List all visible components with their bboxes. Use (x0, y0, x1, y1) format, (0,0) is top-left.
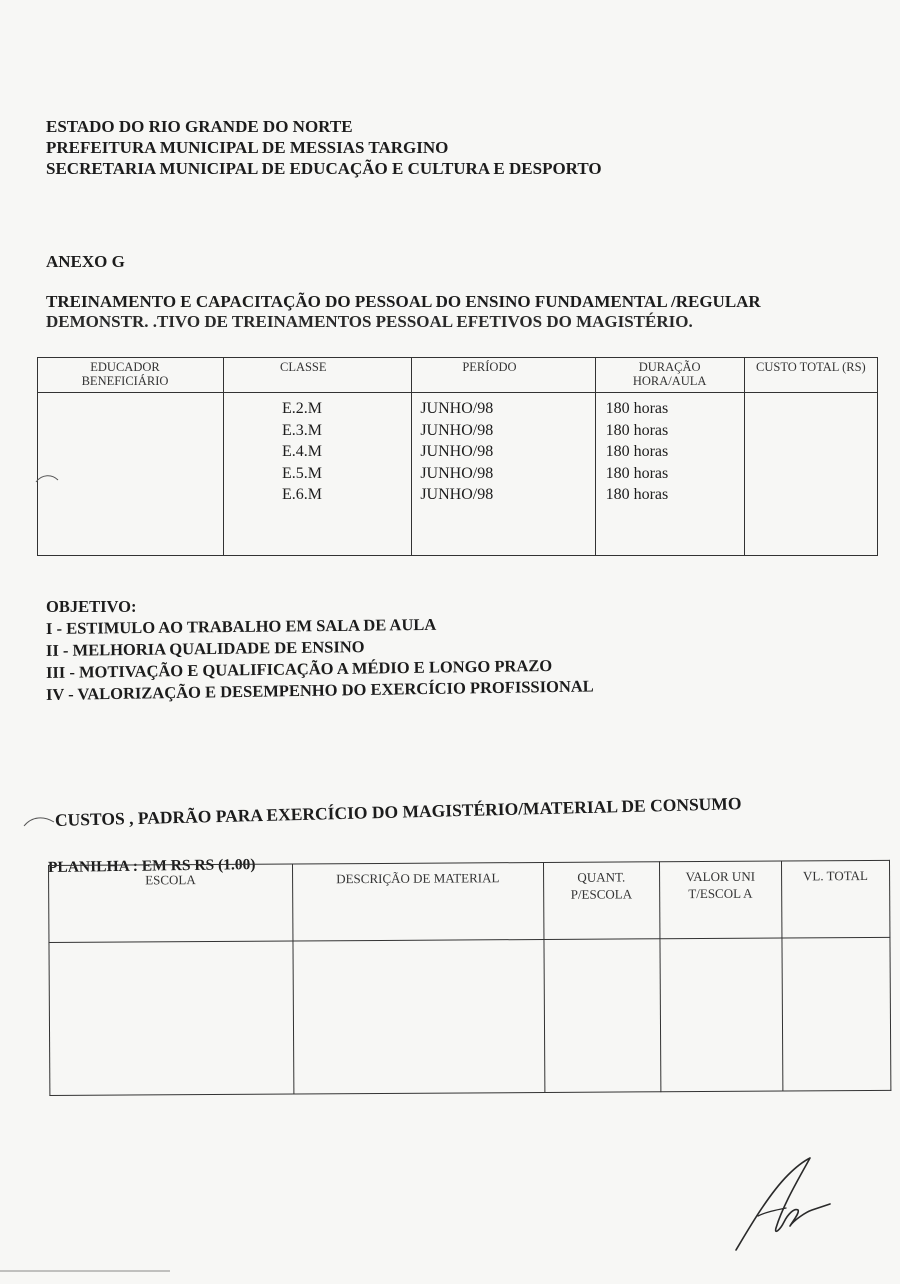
letterhead (46, 116, 602, 179)
duracao-value: 180 horas (605, 421, 669, 439)
col-valor (659, 861, 782, 939)
annex-label: ANEXO G (46, 252, 125, 271)
periodo-value: JUNHO/98 (420, 464, 494, 482)
col-valor-label: VALOR UNIT/ESCOL A (685, 868, 756, 902)
cell-valor (660, 938, 783, 1092)
col-duracao (595, 358, 744, 393)
col-total: VL. TOTAL (781, 860, 890, 938)
classe-value: E.2.M (281, 400, 322, 417)
letterhead-state: ESTADO DO RIO GRANDE DO NORTE (46, 117, 353, 136)
objective-item: II - MELHORIA QUALIDADE DE ENSINO (45, 637, 365, 660)
col-escola: ESCOLA (49, 864, 293, 942)
scan-mark-icon (34, 470, 64, 500)
col-educador-label: EDUCADOR BENEFICIÁRIO (81, 360, 169, 388)
periodo-value: JUNHO/98 (420, 486, 494, 503)
cell-classe (223, 393, 411, 556)
sheet-label: PLANILHA : EM RS RS (1.00) (47, 856, 256, 876)
duracao-value: 180 horas (605, 486, 669, 503)
col-quant-label: QUANT. P/ESCOLA (570, 869, 633, 902)
cell-quant (544, 939, 661, 1093)
letterhead-prefecture: PREFEITURA MUNICIPAL DE MESSIAS TARGINO (46, 138, 449, 157)
title-line-2: DEMONSTR. .TIVO DE TREINAMENTOS PESSOAL EFETIVOS DO MAGISTÉRIO. (46, 312, 693, 331)
col-classe: CLASSE (223, 358, 411, 393)
classe-value: E.3.M (281, 421, 322, 439)
periodo-value: JUNHO/98 (420, 400, 494, 417)
document-title (46, 292, 761, 332)
col-periodo: PERÍODO (412, 358, 595, 393)
cell-custo (744, 393, 877, 556)
cell-descricao (293, 939, 545, 1094)
cell-total (782, 937, 891, 1091)
col-descricao: DESCRIÇÃO DE MATERIAL (292, 862, 543, 941)
scan-edge-line (0, 1268, 180, 1274)
objectives-section (46, 596, 594, 706)
objectives-heading: OBJETIVO: (46, 597, 137, 616)
periodo-value: JUNHO/98 (420, 443, 494, 460)
letterhead-secretariat: SECRETARIA MUNICIPAL DE EDUCAÇÃO E CULTURA E DESPORTO (46, 159, 602, 178)
training-table-header (38, 358, 878, 393)
scan-mark-icon (22, 812, 62, 836)
objective-item: I - ESTIMULO AO TRABALHO EM SALA DE AULA (45, 614, 437, 638)
classe-value: E.4.M (281, 443, 322, 460)
objective-item: IV - VALORIZAÇÃO E DESEMPENHO DO EXERCÍCIO PROFISSIONAL (45, 676, 594, 704)
col-duracao-label: DURAÇÃO HORA/AULA (632, 360, 707, 388)
col-quant (543, 862, 659, 940)
col-custo: CUSTO TOTAL (RS) (744, 358, 877, 393)
duracao-value: 180 horas (605, 443, 669, 460)
costs-table-wrapper (48, 860, 891, 1087)
cell-duracao (595, 393, 744, 556)
classe-value: E.6.M (281, 486, 322, 503)
cell-educador (38, 393, 224, 556)
cell-periodo (412, 393, 595, 556)
costs-heading: CUSTOS , PADRÃO PARA EXERCÍCIO DO MAGISTÉRIO/MATERIAL DE CONSUMO (54, 793, 742, 830)
title-line-1: TREINAMENTO E CAPACITAÇÃO DO PESSOAL DO ENSINO FUNDAMENTAL /REGULAR (46, 292, 761, 311)
costs-table (48, 860, 891, 1096)
classe-value: E.5.M (281, 464, 322, 482)
duracao-value: 180 horas (605, 464, 669, 482)
objective-item: III - MOTIVAÇÃO E QUALIFICAÇÃO A MÉDIO E LONGO PRAZO (45, 655, 553, 682)
costs-table-header (49, 860, 890, 942)
training-table (37, 357, 878, 556)
signature-icon (728, 1150, 838, 1260)
costs-table-body (49, 937, 891, 1095)
duracao-value: 180 horas (605, 400, 669, 417)
periodo-value: JUNHO/98 (420, 421, 494, 439)
cell-escola (49, 941, 294, 1095)
col-educador (38, 358, 224, 393)
training-table-body (38, 393, 878, 556)
